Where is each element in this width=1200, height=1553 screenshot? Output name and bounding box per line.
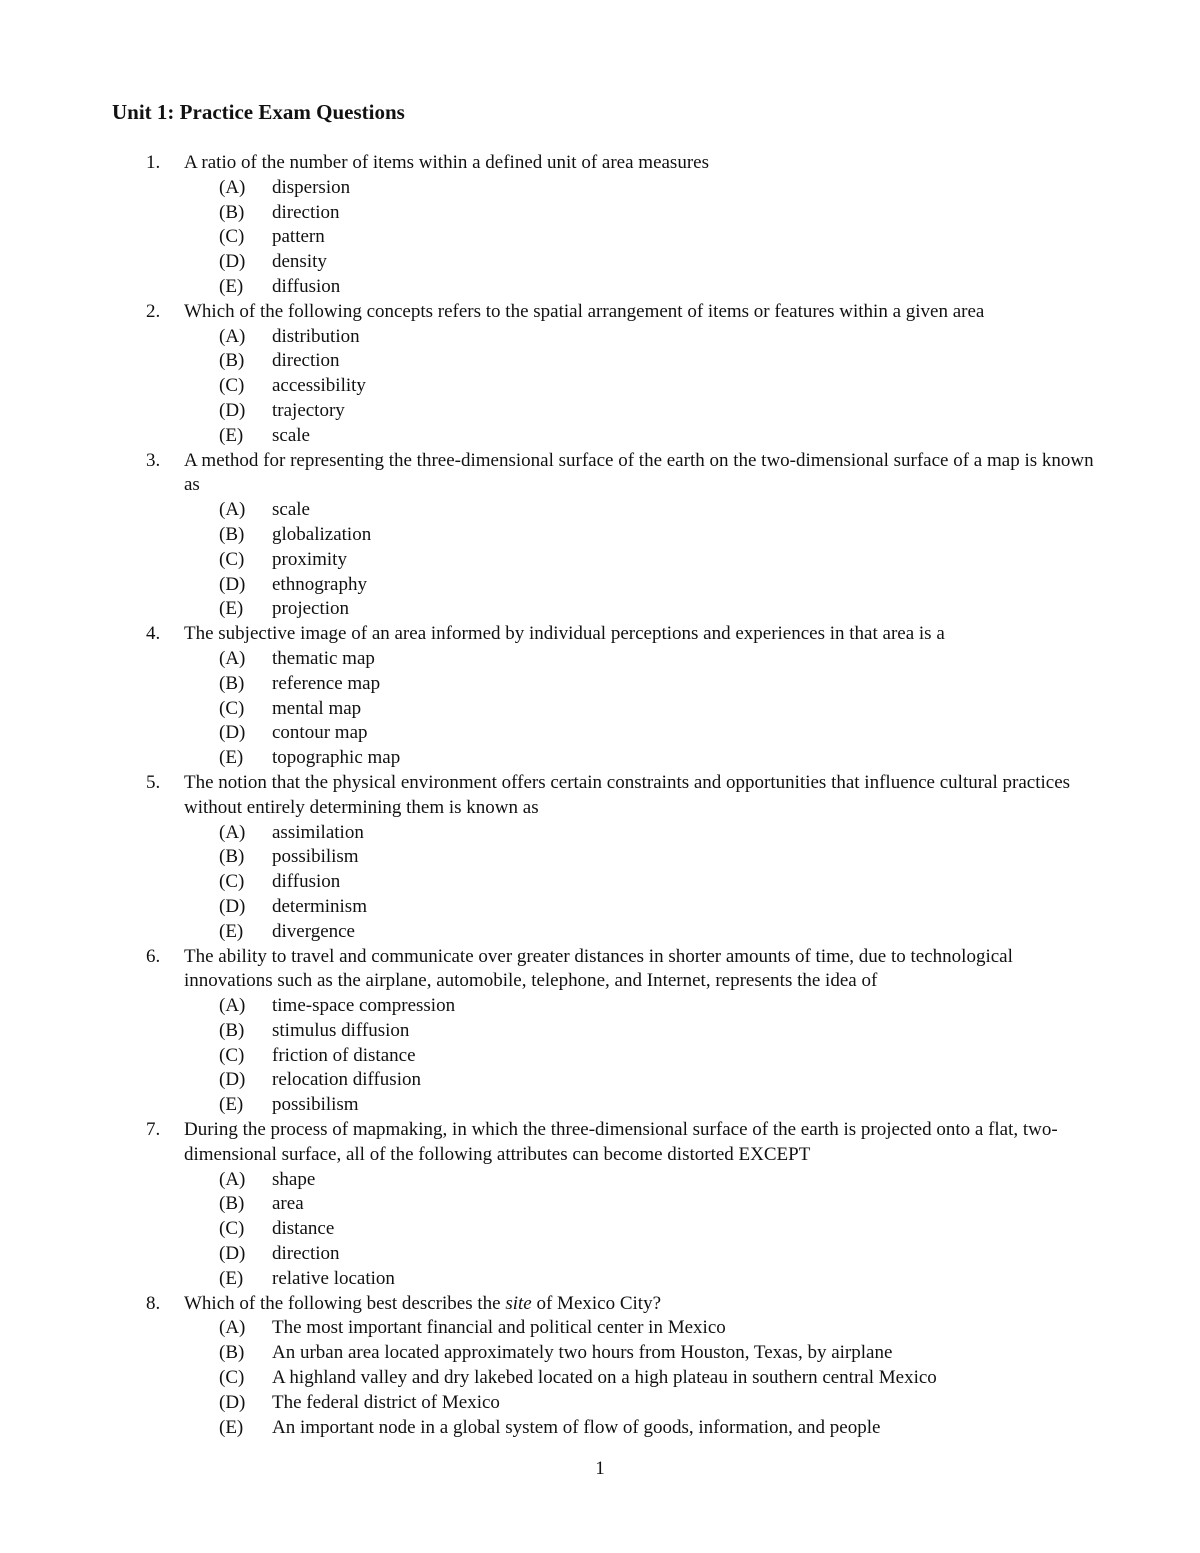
option (184, 498, 1104, 523)
option-text: relocation diffusion (272, 1069, 421, 1091)
question-text-before: Which of the following best describes the (184, 1292, 506, 1314)
option-letter: (D) (219, 1391, 246, 1413)
option-letter: (D) (219, 1069, 246, 1091)
option (184, 225, 1104, 250)
option (184, 523, 1104, 548)
option-text: direction (272, 350, 340, 372)
option (184, 1068, 1104, 1093)
option-text: dispersion (272, 176, 351, 198)
option-letter: (A) (219, 995, 246, 1017)
option-list (184, 498, 1104, 622)
option-text: globalization (272, 523, 372, 545)
option (184, 1242, 1104, 1267)
option-text: trajectory (272, 399, 345, 421)
option (184, 1168, 1104, 1193)
question-5 (0, 771, 1104, 945)
question-number: 7. (146, 1119, 161, 1141)
option-text: time-space compression (272, 995, 456, 1017)
question-number: 5. (146, 771, 161, 793)
option (184, 1366, 1104, 1391)
question-7 (0, 1118, 1104, 1292)
option-text: stimulus diffusion (272, 1019, 410, 1041)
option-letter: (B) (219, 201, 245, 223)
option (184, 1192, 1104, 1217)
option (184, 325, 1104, 350)
question-number: 3. (146, 449, 161, 471)
option-letter: (B) (219, 350, 245, 372)
question-text: Which of the following concepts refers to the spatial arrangement of items or features within a given area (184, 300, 985, 322)
option-text: direction (272, 1243, 340, 1265)
question-number: 8. (146, 1292, 161, 1314)
option-text: proximity (272, 548, 347, 570)
option (184, 746, 1104, 771)
option-letter: (D) (219, 251, 246, 273)
option-letter: (B) (219, 523, 245, 545)
option (184, 1391, 1104, 1416)
option-letter: (A) (219, 499, 246, 521)
option-letter: (A) (219, 325, 246, 347)
option (184, 994, 1104, 1019)
option-letter: (E) (219, 424, 244, 446)
question-text (184, 1292, 1104, 1317)
option (184, 1341, 1104, 1366)
option (184, 424, 1104, 449)
option (184, 399, 1104, 424)
question-6 (0, 945, 1104, 1119)
option-text: distance (272, 1218, 335, 1240)
page-number: 1 (595, 1458, 605, 1479)
option-letter: (B) (219, 846, 245, 868)
option-text: pattern (272, 226, 325, 248)
option (184, 201, 1104, 226)
option-letter: (C) (219, 697, 245, 719)
option-text: mental map (272, 697, 362, 719)
option-letter: (E) (219, 920, 244, 942)
question-4 (0, 622, 1104, 771)
question-text-after: of Mexico City? (531, 1292, 662, 1314)
option-text: diffusion (272, 275, 341, 297)
option (184, 349, 1104, 374)
option (184, 374, 1104, 399)
question-text: The subjective image of an area informed by individual perceptions and experiences in that area is a (184, 623, 945, 645)
option (184, 920, 1104, 945)
option-letter: (D) (219, 573, 246, 595)
question-3 (0, 449, 1104, 623)
question-1 (0, 151, 1104, 300)
option-list (184, 1168, 1104, 1292)
option-letter: (C) (219, 375, 245, 397)
option-letter: (A) (219, 647, 246, 669)
option (184, 275, 1104, 300)
option-text: friction of distance (272, 1044, 416, 1066)
option (184, 597, 1104, 622)
option-text: possibilism (272, 846, 359, 868)
option (184, 895, 1104, 920)
option (184, 1019, 1104, 1044)
option-text: direction (272, 201, 340, 223)
option-letter: (A) (219, 176, 246, 198)
option-text: topographic map (272, 747, 401, 769)
option-text: determinism (272, 895, 367, 917)
option-letter: (D) (219, 722, 246, 744)
option-text: The most important financial and political center in Mexico (272, 1317, 726, 1339)
option-list (184, 994, 1104, 1118)
option-text: An important node in a global system of flow of goods, information, and people (272, 1416, 881, 1438)
option-text: accessibility (272, 375, 366, 397)
option-letter: (D) (219, 895, 246, 917)
question-text: During the process of mapmaking, in which the three-dimensional surface of the earth is projected onto a flat, two-dimensional surface, all of the following attributes can become distorted EXCEPT (184, 1119, 1058, 1165)
question-8 (0, 1292, 1104, 1441)
question-text-italic: site (505, 1292, 532, 1314)
option-list (184, 1316, 1104, 1440)
question-number: 6. (146, 945, 161, 967)
option (184, 1316, 1104, 1341)
option (184, 870, 1104, 895)
option-letter: (B) (219, 1019, 245, 1041)
option-letter: (A) (219, 1168, 246, 1190)
option (184, 672, 1104, 697)
question-number: 4. (146, 623, 161, 645)
option-letter: (E) (219, 275, 244, 297)
question-list (0, 151, 1200, 1440)
option (184, 721, 1104, 746)
option (184, 250, 1104, 275)
option-text: possibilism (272, 1094, 359, 1116)
option-letter: (C) (219, 1044, 245, 1066)
option-list (184, 325, 1104, 449)
question-text: A ratio of the number of items within a defined unit of area measures (184, 152, 709, 173)
option (184, 697, 1104, 722)
question-number: 2. (146, 300, 161, 322)
option-letter: (D) (219, 399, 246, 421)
question-text: The ability to travel and communicate over greater distances in shorter amounts of time, due to technological innovations such as the airplane, automobile, telephone, and Internet, represents the idea of (184, 945, 1013, 992)
option (184, 1217, 1104, 1242)
option-list (184, 176, 1104, 300)
option-letter: (E) (219, 1267, 244, 1289)
option-text: density (272, 251, 327, 273)
option-list (184, 821, 1104, 945)
option-text: ethnography (272, 573, 367, 595)
option-letter: (C) (219, 1218, 245, 1240)
question-text: A method for representing the three-dimensional surface of the earth on the two-dimensional surface of a map is known as (184, 449, 1094, 496)
option-text: area (272, 1193, 304, 1215)
option-letter: (C) (219, 548, 245, 570)
option (184, 176, 1104, 201)
option-letter: (C) (219, 226, 245, 248)
question-number: 1. (146, 152, 161, 173)
option-text: scale (272, 499, 310, 521)
option-text: projection (272, 598, 350, 620)
option-text: distribution (272, 325, 360, 347)
question-2 (0, 300, 1104, 449)
option (184, 548, 1104, 573)
option-text: thematic map (272, 647, 375, 669)
option-letter: (B) (219, 1342, 245, 1364)
option-letter: (C) (219, 1367, 245, 1389)
option-text: scale (272, 424, 310, 446)
option-letter: (A) (219, 821, 246, 843)
option-letter: (B) (219, 1193, 245, 1215)
page-title: Unit 1: Practice Exam Questions (112, 100, 405, 124)
option-text: diffusion (272, 871, 341, 893)
option-text: relative location (272, 1267, 395, 1289)
option-letter: (E) (219, 1416, 244, 1438)
option-list (184, 647, 1104, 771)
option (184, 845, 1104, 870)
option (184, 1267, 1104, 1292)
option-letter: (E) (219, 747, 244, 769)
option (184, 1093, 1104, 1118)
option-text: contour map (272, 722, 368, 744)
option-letter: (C) (219, 871, 245, 893)
option-text: reference map (272, 672, 381, 694)
option-letter: (D) (219, 1243, 246, 1265)
option-text: divergence (272, 920, 355, 942)
option-text: assimilation (272, 821, 364, 843)
option-letter: (A) (219, 1317, 246, 1339)
option-text: An urban area located approximately two hours from Houston, Texas, by airplane (272, 1342, 893, 1364)
option (184, 821, 1104, 846)
option (184, 573, 1104, 598)
option (184, 647, 1104, 672)
option-text: shape (272, 1168, 316, 1190)
question-text: The notion that the physical environment offers certain constraints and opportunities that influence cultural practices without entirely determining them is known as (184, 771, 1071, 818)
option-letter: (B) (219, 672, 245, 694)
option-text: The federal district of Mexico (272, 1391, 500, 1413)
option-letter: (E) (219, 598, 244, 620)
option-letter: (E) (219, 1094, 244, 1116)
option (184, 1416, 1104, 1441)
option-text: A highland valley and dry lakebed located on a high plateau in southern central Mexico (272, 1367, 937, 1389)
option (184, 1044, 1104, 1069)
